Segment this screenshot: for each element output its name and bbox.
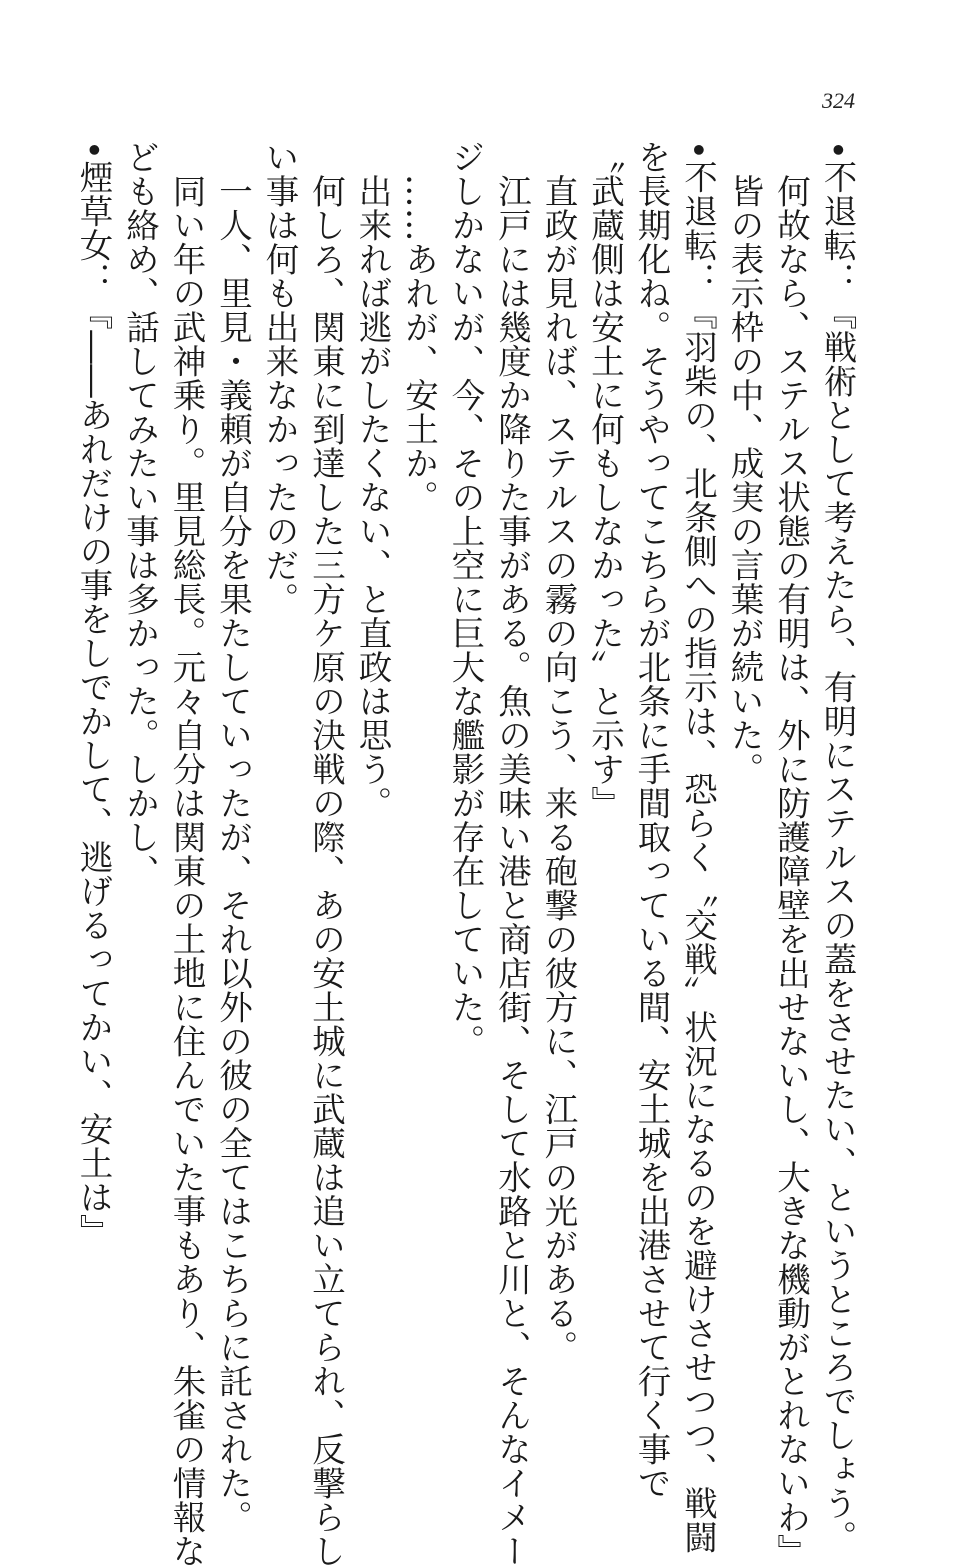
text-line-9: ジしかないが、今、その上空に巨大な艦影が存在していた。 [446, 140, 485, 1058]
text-line-8: 江戸には幾度か降りた事がある。魚の美味い港と商店街、そして水路と川と、そんなイメー [492, 140, 532, 1568]
text-line-6: 〝武蔵側は安土に何もしなかった〟と示す』 [585, 140, 625, 820]
text-line-10: ……あれが、安土か。 [399, 140, 439, 514]
text-line-1: •不退転：『戦術として考えたら、有明にステルスの蓋をさせたい、というところでしょう。 [818, 140, 857, 1555]
text-line-16: ども絡め、話してみたい事は多かった。しかし、 [120, 140, 160, 888]
text-line-2: 何故なら、ステルス状態の有明は、外に防護障壁を出せないし、大きな機動がとれないわ』 [771, 140, 811, 1568]
text-line-15: 同い年の武神乗り。里見総長。元々自分は関東の土地に住んでいた事もあり、朱雀の情報な [167, 140, 206, 1568]
text-line-7: 直政が見れば、ステルスの霧の向こう、来る砲撃の彼方に、江戸の光がある。 [539, 140, 578, 1364]
text-line-17: •煙草女：『――あれだけの事をしでかして、逃げるってかい、安土は』 [74, 140, 113, 1249]
text-line-4: •不退転：『羽柴の、北条側への指示は、恐らく〝交戦〟状況になるのを避けさせつつ、戦闘 [678, 140, 718, 1555]
vertical-text-body [74, 140, 860, 1568]
text-line-13: い事は何も出来なかったのだ。 [260, 140, 299, 616]
text-line-5: を長期化ね。そうやってこちらが北条に手間取っている間、安土城を出港させて行く事で [632, 140, 671, 1500]
text-line-12: 何しろ、関東に到達した三方ケ原の決戦の際、あの安土城に武蔵は追い立てられ、反撃らし [306, 140, 346, 1568]
text-line-14: 一人、里見・義頼が自分を果たしていったが、それ以外の彼の全てはこちらに託された。 [213, 140, 253, 1534]
text-line-11: 出来れば逃がしたくない、と直政は思う。 [353, 140, 392, 820]
text-line-3: 皆の表示枠の中、成実の言葉が続いた。 [725, 140, 764, 786]
page-number: 324 [822, 88, 855, 113]
